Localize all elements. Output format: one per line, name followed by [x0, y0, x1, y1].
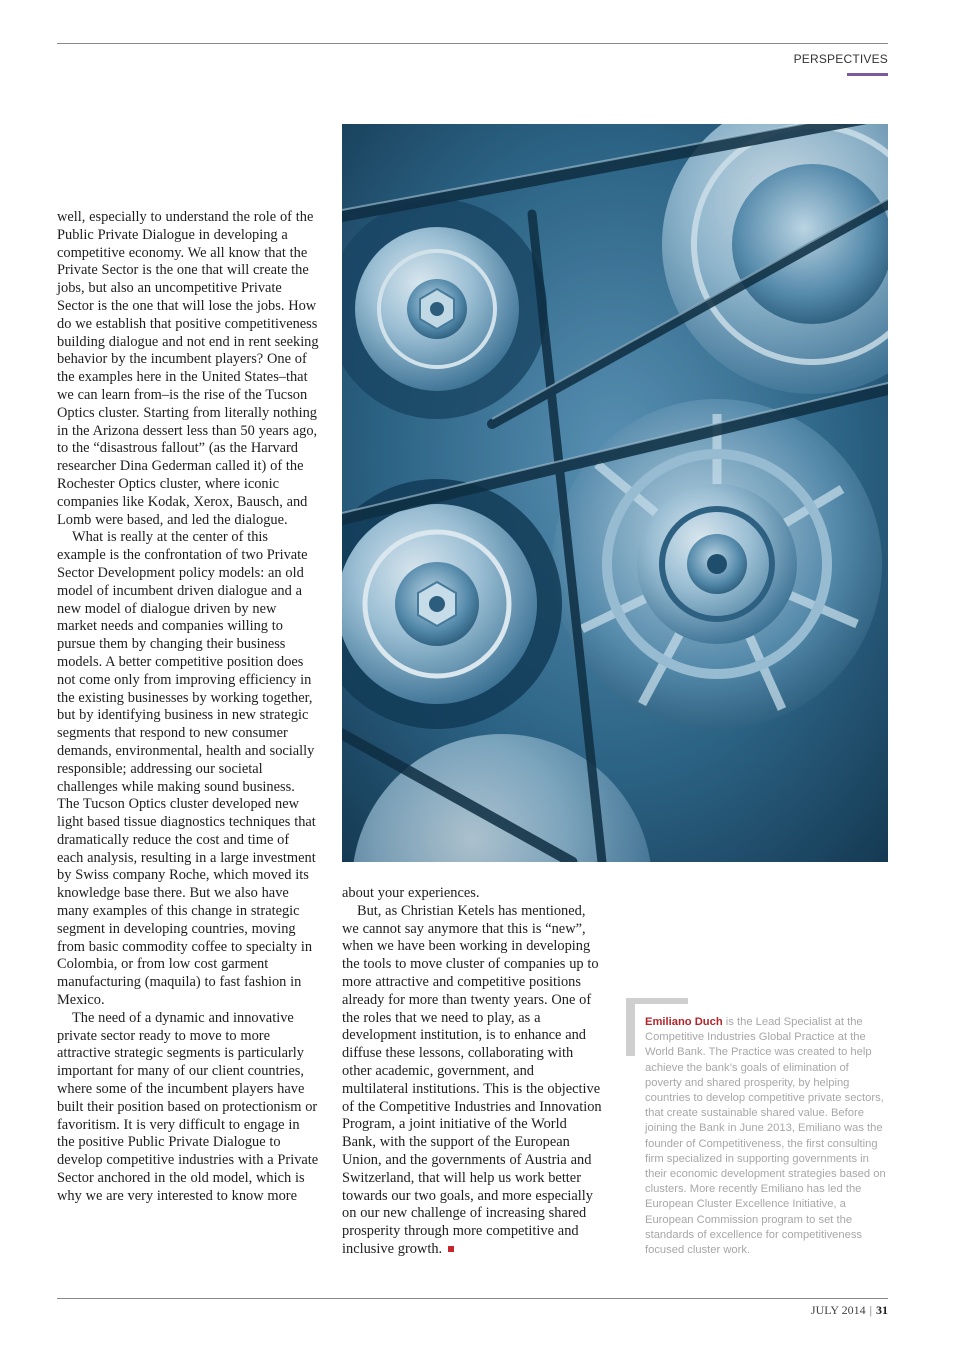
bio-text: is the Lead Specialist at the Competitive Industries Global Practice at the World Bank. The Practice was created to help achieve the bank’s goals of elimination of poverty and shared prosperity, by helping countries to develop competitive private sectors, that create sustainable shared value. Before joining the Bank in June 2013, Emiliano was the founder of Competitiveness, the first consulting firm specialized in supporting governments in their economic development strategies based on clusters. More recently Emiliano has led the European Cluster Excellence Initiative, a European Commission program to set the standards of excellence for competitiveness focused cluster work.	[645, 1016, 886, 1257]
folio-separator: |	[869, 1303, 872, 1317]
issue-date: JULY 2014	[810, 1303, 866, 1317]
paragraph: about your experiences.	[342, 885, 480, 901]
paragraph: well, especially to understand the role of the Public Private Dialogue in developing a competitive economy. We all know that the Private Sector is the one that will create the jobs, but also an uncompetitive Private Sector is the one that will lose the jobs. How do we establish that positive competitiveness building dialogue and not end in rent seeking behavior by the incumbent players? One of the examples here in the United States–that we can learn from–is the rise of the Tucson Optics cluster. Starting from literally nothing in the Arizona dessert less than 50 years ago, to the “disastrous fallout” (as the Harvard researcher Dina Gederman called it) of the Rochester Optics cluster, where iconic companies like Kodak, Xerox, Bausch, and Lomb were based, and led the dialogue.	[57, 209, 319, 528]
article-column-2	[342, 885, 604, 1259]
bottom-rule	[57, 1298, 888, 1299]
end-mark	[448, 1246, 454, 1252]
paragraph	[342, 903, 604, 1259]
paragraph-text: But, as Christian Ketels has mentioned, we cannot say anymore that this is “new”, when we have been working in developing the tools to move cluster of companies up to more attractive and competitive positions already for more than twenty years. One of the roles that we need to play, as a development institution, is to enhance and diffuse these lessons, collaborating with other academic, government, and multilateral institutions. This is the objective of the Competitive Industries and Innovation Program, a joint initiative of the World Bank, with the support of the European Union, and the governments of Austria and Switzerland, that will help us work better towards our two goals, and more especially on our new challenge of increasing shared prosperity through more competitive and inclusive growth.	[342, 902, 602, 1257]
section-underline	[847, 73, 888, 76]
paragraph: What is really at the center of this example is the confrontation of two Private Sector Development policy models: an old model of incumbent driven dialogue and a new model of dialogue driven by new market needs and companies willing to pursue them by changing their business models. A better competitive position does not come only from improving efficiency in the existing businesses by working together, but by identifying business in new strategic segments that respond to new consumer demands, environmental, health and socially responsible; addressing our societal challenges while making sound business. The Tucson Optics cluster developed new light based tissue diagnostics techniques that dramatically reduce the cost and time of each analysis, resulting in a large investment by Swiss company Roche, which moved its knowledge base there. But we also have many examples of this change in strategic segment in developing countries, moving from basic commodity coffee to specialty in Colombia, or from low cost garment manufacturing (maquila) to fast fashion in Mexico.	[57, 529, 316, 1009]
paragraph: The need of a dynamic and innovative private sector ready to move to more attractive strategic segments is particularly important for many of our client countries, where some of the incumbent players have built their position based on protectionism or favoritism. It is very difficult to engage in the positive Public Private Dialogue to develop competitive industries with a Private Sector anchored in the old model, which is why we are very interested to know more	[57, 1009, 319, 1204]
author-name: Emiliano Duch	[645, 1016, 723, 1028]
article-column-1	[57, 209, 319, 1206]
top-rule	[57, 43, 888, 44]
author-bio	[645, 1015, 888, 1258]
engine-photo	[342, 124, 888, 862]
section-label: PERSPECTIVES	[793, 52, 888, 66]
page-number: 31	[876, 1303, 888, 1317]
folio	[811, 1303, 888, 1318]
